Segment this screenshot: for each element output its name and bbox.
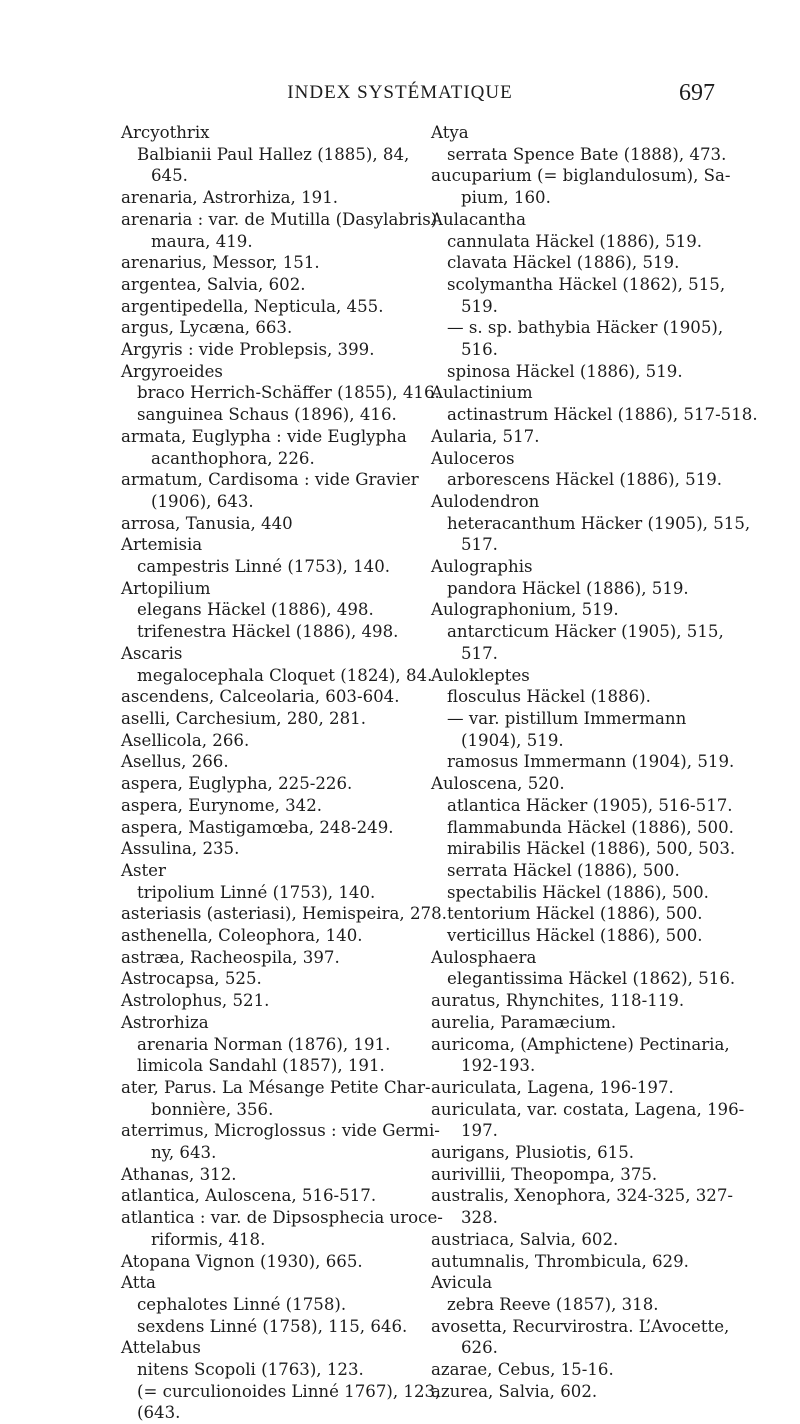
index-entry: 626. (461, 1338, 498, 1358)
index-entry: Aster (121, 860, 166, 880)
index-entry: (= curculionoides Linné 1767), 123, (137, 1381, 441, 1401)
index-entry: argus, Lycæna, 663. (121, 318, 293, 338)
index-entry: flosculus Häckel (1886). (447, 687, 651, 707)
index-entry: Artemisia (121, 535, 203, 555)
index-entry: spinosa Häckel (1886), 519. (447, 361, 683, 381)
page-number: 697 (679, 80, 715, 106)
index-entry: asteriasis (asteriasi), Hemispeira, 278. (121, 904, 447, 924)
index-entry: Asellus, 266. (121, 752, 229, 772)
index-entry: 645. (151, 166, 188, 186)
index-entry: Asellicola, 266. (121, 730, 250, 750)
index-entry: aurivillii, Theopompa, 375. (431, 1164, 658, 1184)
index-entry: aselli, Carchesium, 280, 281. (121, 708, 366, 728)
index-entry: mirabilis Häckel (1886), 500, 503. (447, 839, 736, 859)
index-entry: clavata Häckel (1886), 519. (447, 253, 680, 273)
index-entry: 328. (461, 1208, 498, 1228)
index-entry: Athanas, 312. (121, 1164, 237, 1184)
index-entry: limicola Sandahl (1857), 191. (137, 1056, 385, 1076)
index-entry: tentorium Häckel (1886), 500. (447, 904, 703, 924)
index-entry: Atya (431, 123, 469, 142)
index-entry: astræa, Racheospila, 397. (121, 947, 340, 967)
index-entry: megalocephala Cloquet (1824), 84. (137, 665, 433, 685)
index-entry: campestris Linné (1753), 140. (137, 557, 391, 577)
index-entry: Balbianii Paul Hallez (1885), 84, (137, 144, 410, 164)
index-entry: arborescens Häckel (1886), 519. (447, 470, 723, 490)
index-entry: scolymantha Häckel (1862), 515, (447, 274, 726, 294)
index-entry: cannulata Häckel (1886), 519. (447, 231, 703, 251)
index-entry: serrata Spence Bate (1888), 473. (447, 144, 727, 164)
index-entry: braco Herrich-Schäffer (1855), 416. (137, 383, 440, 403)
index-entry: Artopilium (121, 578, 211, 598)
index-entry: (1906), 643. (151, 491, 254, 511)
page-header (0, 80, 800, 110)
index-entry: arenaria, Astrorhiza, 191. (121, 188, 339, 208)
index-entry: 197. (461, 1121, 498, 1141)
index-entry: Astrolophus, 521. (121, 991, 270, 1011)
index-entry: aspera, Mastigamœba, 248-249. (121, 817, 394, 837)
index-entry: austriaca, Salvia, 602. (431, 1229, 619, 1249)
index-entry: — s. sp. bathybia Häcker (1905), (447, 318, 724, 338)
index-entry: asthenella, Coleophora, 140. (121, 926, 363, 946)
running-title: INDEX SYSTÉMATIQUE (287, 82, 513, 103)
index-entry: aterrimus, Microglossus : vide Germi- (121, 1121, 440, 1141)
index-entry: Argyroeides (121, 361, 223, 381)
index-entry: auricoma, (Amphictene) Pectinaria, (431, 1034, 730, 1054)
index-entry: armatum, Cardisoma : vide Gravier (121, 470, 419, 490)
index-entry: sanguinea Schaus (1896), 416. (137, 405, 397, 425)
index-entry: aurelia, Paramæcium. (431, 1012, 617, 1032)
index-entry: Aularia, 517. (431, 426, 540, 446)
index-entry: azurea, Salvia, 602. (431, 1381, 598, 1401)
index-entry: flammabunda Häckel (1886), 500. (447, 817, 734, 837)
index-entry: aurigans, Plusiotis, 615. (431, 1143, 635, 1163)
index-entry: Arcyothrix (121, 123, 210, 142)
index-entry: pium, 160. (461, 188, 551, 208)
index-entry: ascendens, Calceolaria, 603-604. (121, 687, 400, 707)
index-entry: Astrorhiza (121, 1012, 209, 1032)
index-entry: 519. (461, 296, 498, 316)
index-entry: elegans Häckel (1886), 498. (137, 600, 374, 620)
index-entry: antarcticum Häcker (1905), 515, (447, 622, 724, 642)
index-entry: cephalotes Linné (1758). (137, 1294, 347, 1314)
index-entry: 517. (461, 535, 498, 555)
index-entry: pandora Häckel (1886), 519. (447, 578, 689, 598)
index-entry: sexdens Linné (1758), 115, 646. (137, 1316, 408, 1336)
index-entry: arenaria Norman (1876), 191. (137, 1034, 391, 1054)
index-entry: aspera, Euglypha, 225-226. (121, 774, 353, 794)
index-entry: Ascaris (121, 643, 183, 663)
index-entry: zebra Reeve (1857), 318. (447, 1294, 659, 1314)
index-entry: Aulographonium, 519. (431, 600, 619, 620)
index-entry: trifenestra Häckel (1886), 498. (137, 622, 399, 642)
index-entry: 516. (461, 340, 498, 360)
index-entry: acanthophora, 226. (151, 448, 315, 468)
index-entry: avosetta, Recurvirostra. L’Avocette, (431, 1316, 730, 1336)
index-entry: (643. (137, 1403, 181, 1423)
index-entry: Avicula (431, 1273, 493, 1293)
index-entry: verticillus Häckel (1886), 500. (447, 926, 703, 946)
index-entry: Assulina, 235. (121, 839, 240, 859)
index-entry: ater, Parus. La Mésange Petite Char- (121, 1077, 431, 1097)
index-entry: Auloceros (431, 448, 515, 468)
index-entry: riformis, 418. (151, 1229, 266, 1249)
index-entry: auriculata, var. costata, Lagena, 196- (431, 1099, 745, 1119)
index-entry: heteracanthum Häcker (1905), 515, (447, 513, 751, 533)
index-entry: ramosus Immermann (1904), 519. (447, 752, 735, 772)
index-entry: bonnière, 356. (151, 1099, 274, 1119)
index-entry: Atta (121, 1273, 156, 1293)
index-entry: atlantica : var. de Dipsosphecia uroce- (121, 1208, 443, 1228)
index-entry: Aulodendron (431, 491, 540, 511)
index-entry: atlantica, Auloscena, 516-517. (121, 1186, 377, 1206)
index-entry: ny, 643. (151, 1143, 217, 1163)
index-entry: Aulosphaera (431, 947, 537, 967)
index-entry: Aulographis (431, 557, 533, 577)
index-entry: arenaria : var. de Mutilla (Dasylabris) (121, 209, 438, 229)
index-entry: argentipedella, Nepticula, 455. (121, 296, 384, 316)
index-entry: — var. pistillum Immermann (447, 708, 687, 728)
index-entry: arenarius, Messor, 151. (121, 253, 320, 273)
index-entry: auratus, Rhynchites, 118-119. (431, 991, 685, 1011)
index-entry: maura, 419. (151, 231, 253, 251)
index-column-right (431, 122, 776, 1402)
index-entry: Attelabus (121, 1338, 201, 1358)
index-entry: Aulokleptes (431, 665, 530, 685)
index-entry: (1904), 519. (461, 730, 564, 750)
index-entry: 517. (461, 643, 498, 663)
index-entry: argentea, Salvia, 602. (121, 274, 306, 294)
index-entry: atlantica Häcker (1905), 516-517. (447, 795, 733, 815)
index-entry: armata, Euglypha : vide Euglypha (121, 426, 407, 446)
index-column-left (121, 122, 466, 1424)
index-entry: spectabilis Häckel (1886), 500. (447, 882, 709, 902)
index-entry: Atopana Vignon (1930), 665. (121, 1251, 363, 1271)
index-entry: nitens Scopoli (1763), 123. (137, 1360, 364, 1380)
index-entry: Auloscena, 520. (431, 774, 565, 794)
index-entry: auriculata, Lagena, 196-197. (431, 1077, 674, 1097)
index-entry: Astrocapsa, 525. (121, 969, 262, 989)
index-entry: azarae, Cebus, 15-16. (431, 1360, 614, 1380)
index-entry: autumnalis, Thrombicula, 629. (431, 1251, 689, 1271)
index-entry: australis, Xenophora, 324-325, 327- (431, 1186, 734, 1206)
index-entry: tripolium Linné (1753), 140. (137, 882, 376, 902)
index-entry: actinastrum Häckel (1886), 517-518. (447, 405, 758, 425)
index-entry: aspera, Eurynome, 342. (121, 795, 323, 815)
index-entry: Aulactinium (431, 383, 533, 403)
index-entry: aucuparium (= biglandulosum), Sa- (431, 166, 731, 186)
index-entry: Argyris : vide Problepsis, 399. (121, 340, 375, 360)
index-entry: Aulacantha (431, 209, 526, 229)
index-entry: elegantissima Häckel (1862), 516. (447, 969, 736, 989)
index-entry: arrosa, Tanusia, 440 (121, 513, 293, 533)
index-entry: serrata Häckel (1886), 500. (447, 860, 680, 880)
index-entry: 192-193. (461, 1056, 536, 1076)
